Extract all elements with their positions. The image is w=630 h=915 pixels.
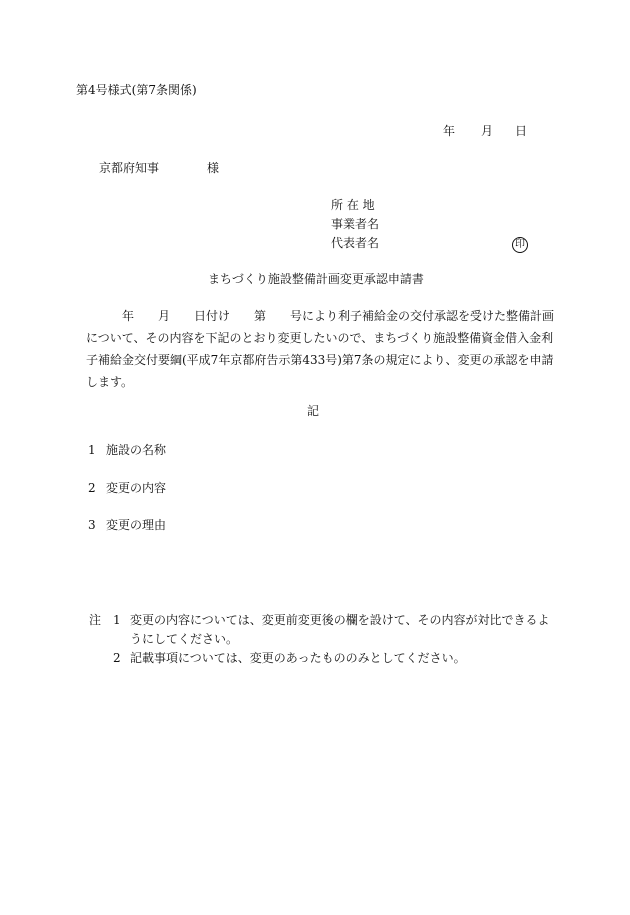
- form-label: 第4号様式(第7条関係): [76, 83, 197, 97]
- note-2-number: 2: [113, 651, 121, 665]
- business-name-label: 事業者名: [331, 217, 380, 231]
- note-1-line-1: 変更の内容については、変更前変更後の欄を設けて、その内容が対比できるよ: [130, 613, 550, 627]
- item-3-label: 変更の理由: [106, 518, 167, 532]
- representative-label: 代表者名: [331, 236, 380, 250]
- item-3-number: 3: [88, 518, 96, 532]
- item-1-label: 施設の名称: [106, 443, 167, 457]
- address-label: 所 在 地: [331, 198, 375, 212]
- seal-icon: 印: [512, 237, 528, 253]
- addressee-name: 京都府知事: [99, 161, 160, 175]
- note-1-line-2: うにしてください。: [130, 632, 239, 646]
- item-2-number: 2: [88, 481, 96, 495]
- body-line-2: について、その内容を下記のとおり変更したいので、まちづくり施設整備資金借入金利: [86, 331, 554, 345]
- body-paragraph: [86, 305, 555, 393]
- date-month-label: 月: [481, 124, 494, 138]
- notes-prefix: 注: [89, 613, 102, 627]
- document-title: まちづくり施設整備計画変更承認申請書: [208, 272, 424, 286]
- addressee-honorific: 様: [207, 161, 220, 175]
- item-2-label: 変更の内容: [106, 481, 167, 495]
- body-line-1: 年 月 日付け 第 号により利子補給金の交付承認を受けた整備計画: [86, 309, 555, 323]
- body-line-3: 子補給金交付要綱(平成7年京都府告示第433号)第7条の規定により、変更の承認を申請: [86, 353, 554, 367]
- ki-heading: 記: [307, 404, 320, 418]
- seal-mark: [512, 235, 528, 253]
- item-1-number: 1: [88, 443, 96, 457]
- body-line-4: します。: [86, 375, 134, 389]
- note-1-number: 1: [113, 613, 121, 627]
- note-2-text: 記載事項については、変更のあったもののみとしてください。: [130, 651, 466, 665]
- date-day-label: 日: [515, 124, 528, 138]
- date-year-label: 年: [443, 124, 456, 138]
